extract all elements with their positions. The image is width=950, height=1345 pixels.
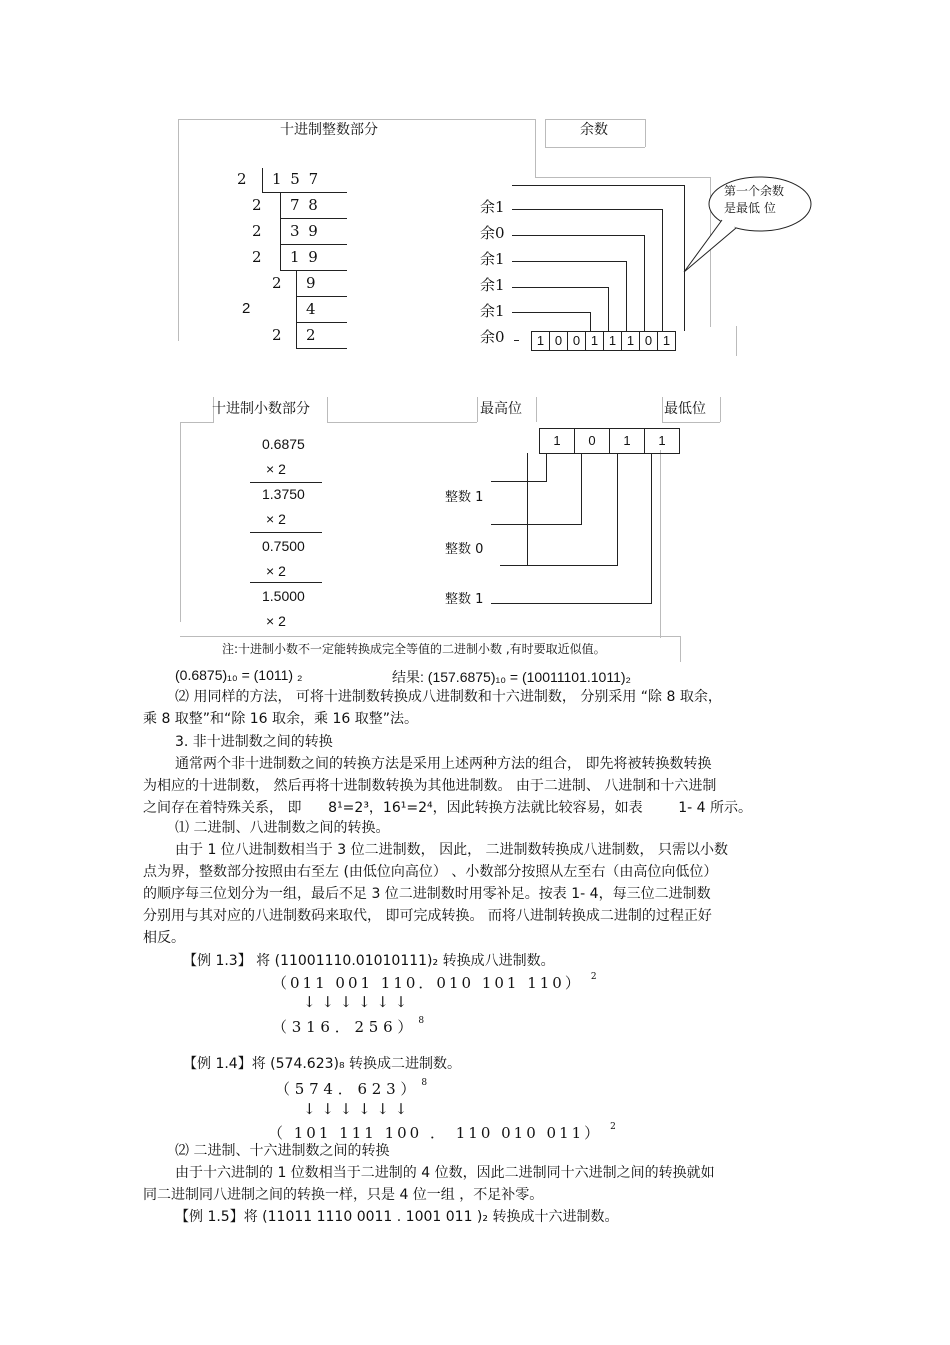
- bit-cell: 0: [567, 331, 586, 351]
- quotient: 7 8: [290, 196, 320, 214]
- paragraph-binary-octal: 由于 1 位八进制数相当于 3 位二进制数， 因此， 二进制数转换成八进制数， 只需以小数 点为界，整数部分按照由右至左 (由低位向高位） 、小数部分按照从左至右（由高位向低位） 的顺序每三位划分为一组，最后不足 3 位二进制数时用零补足。按表 1- 4，每三位二进制数 分别用与其对应的八进制数码来取代， 即可完成转换。 而将八进制转换成二进制的过程正好 相反。: [143, 842, 728, 946]
- ex14-arrows: ↓ ↓ ↓ ↓ ↓ ↓: [303, 1100, 408, 1118]
- ex13-octal-digits: （ 3 1 6 ． 2 5 6 ） $^8$: [272, 1016, 425, 1036]
- fraction-step: 0.7500: [262, 538, 305, 554]
- paragraph-octal-hex: ⑵ 用同样的方法， 可将十进制数转换成八进制数和十六进制数， 分别采用 “除 8 取余， 乘 8 取整”和“除 16 取余，乘 16 取整”法。: [143, 689, 722, 727]
- fraction-step: 1.3750: [262, 486, 305, 502]
- example-1-5: 【例 1.5】将 (11011 1110 0011 . 1001 011 )₂ 转换成十六进制数。: [175, 1209, 619, 1225]
- fraction-step: × 2: [266, 563, 286, 579]
- example-1-4: 【例 1.4】将 (574.623)₈ 转换成二进制数。: [183, 1056, 462, 1072]
- remainder: 余1: [480, 198, 505, 216]
- bit-cell: 0: [639, 331, 658, 351]
- ex14-octal-digits: （ 5 7 4 ． 6 2 3 ） $^8$: [275, 1078, 428, 1098]
- divisor: 2: [252, 222, 262, 240]
- remainder: 余1: [480, 250, 505, 268]
- quotient: 2: [306, 326, 316, 344]
- remainder: 余1: [480, 302, 505, 320]
- bit-cell: 1: [644, 428, 680, 454]
- bit-cell: 1: [621, 331, 640, 351]
- integer-digit: 整数 0: [445, 542, 484, 557]
- divisor: 2: [252, 248, 262, 266]
- fraction-result: (0.6875)₁₀ = (1011) ₂: [175, 667, 303, 683]
- bit-cell: 1: [657, 331, 676, 351]
- fraction-step: 1.5000: [262, 588, 305, 604]
- remainder: 余1: [480, 276, 505, 294]
- fraction-step: × 2: [266, 613, 286, 629]
- msb-header: 最高位: [480, 401, 522, 417]
- fraction-step: × 2: [266, 461, 286, 477]
- divisor: 2: [272, 326, 282, 344]
- divisor: 2: [272, 274, 282, 292]
- ex13-arrows: ↓ ↓ ↓ ↓ ↓ ↓: [303, 993, 408, 1011]
- bit-cell: 1: [603, 331, 622, 351]
- section-heading-3: 3. 非十进制数之间的转换: [175, 734, 333, 750]
- bit-cell: 1: [531, 331, 550, 351]
- paragraph-non-decimal: 通常两个非十进制数之间的转换方法是采用上述两种方法的组合， 即先将被转换数转换 为相应的十进制数， 然后再将十进制数转换为其他进制数。 由于二进制、 八进制和十六进制 之间存在着特殊关系， 即 8¹=2³，16¹=2⁴，因此转换方法就比较容易，如表 1- 4 所示。: [143, 756, 752, 816]
- fraction-bit-cells: [539, 428, 679, 454]
- quotient: 9: [306, 274, 316, 292]
- bit-cell: 0: [549, 331, 568, 351]
- ex13-binary-groups: （011 001 110．010 101 110） $^2$: [272, 972, 600, 992]
- ex14-binary-groups: （ 101 111 100 ． 110 010 011） $^2$: [268, 1122, 619, 1142]
- quotient: 1 9: [290, 248, 320, 266]
- callout-text: 第一个余数 是最低 位: [724, 184, 785, 215]
- bit-cell: 1: [609, 428, 645, 454]
- bit-cell: 1: [585, 331, 604, 351]
- full-result: 结果: (157.6875)₁₀ = (10011101.1011)₂: [392, 669, 631, 685]
- integer-digit: 整数 1: [445, 490, 484, 505]
- integer-part-header: 十进制整数部分: [280, 122, 378, 138]
- integer-digit: 整数 1: [445, 592, 484, 607]
- quotient: 3 9: [290, 222, 320, 240]
- paragraph-binary-hex: 由于十六进制的 1 位数相当于二进制的 4 位数，因此二进制同十六进制之间的转换就如 同二进制同八进制之间的转换一样，只是 4 位一组 ，不足补零。: [143, 1165, 715, 1203]
- example-1-3: 【例 1.3】 将 (11001110.01010111)₂ 转换成八进制数。: [183, 953, 555, 969]
- divisor: 2: [242, 300, 251, 317]
- fraction-part-header: 十进制小数部分: [212, 401, 310, 417]
- bit-cell: 0: [574, 428, 610, 454]
- dividend: 1 5 7: [272, 170, 321, 188]
- lsb-header: 最低位: [664, 401, 706, 417]
- bit-cell: 1: [539, 428, 575, 454]
- quotient: 4: [306, 300, 316, 318]
- subsection-binary-octal: ⑴ 二进制、八进制数之间的转换。: [175, 820, 390, 836]
- remainder: 余0: [480, 328, 505, 346]
- remainder-header: 余数: [580, 122, 608, 138]
- fraction-step: 0.6875: [262, 436, 305, 452]
- divisor: 2: [237, 170, 247, 188]
- binary-result-cells: [531, 331, 675, 351]
- remainder: 余0: [480, 224, 505, 242]
- subsection-binary-hex: ⑵ 二进制、十六进制数之间的转换: [175, 1143, 390, 1159]
- fraction-step: × 2: [266, 511, 286, 527]
- divisor: 2: [252, 196, 262, 214]
- conversion-note: 注:十进制小数不一定能转换成完全等值的二进制小数 ,有时要取近似值。: [222, 642, 606, 656]
